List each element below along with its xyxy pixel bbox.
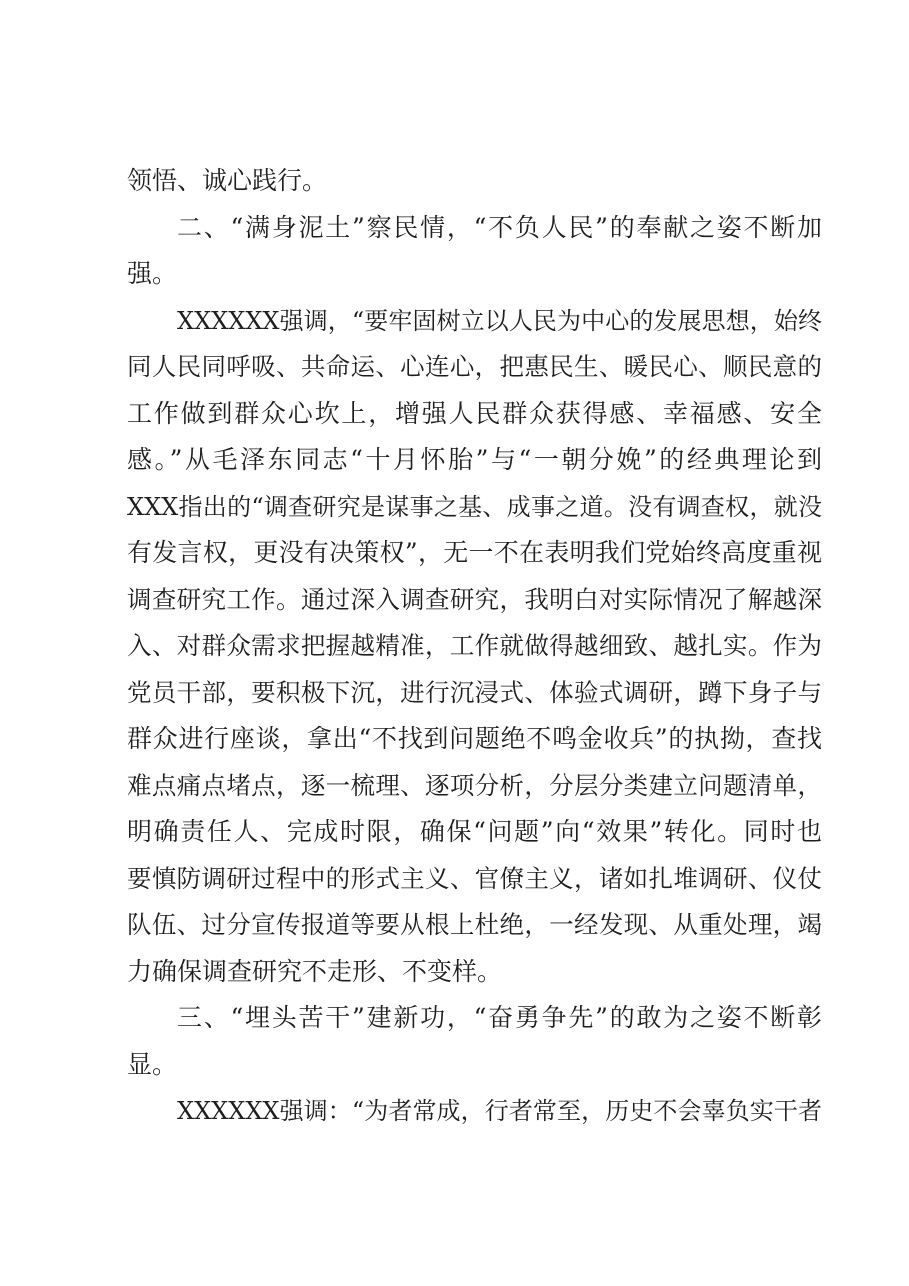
paragraph-line: 感。”从毛泽东同志“十月怀胎”与“一朝分娩”的经典理论到 <box>127 445 822 474</box>
paragraph-line: 力确保调查研究不走形、不变样。 <box>127 956 503 986</box>
paragraph-line: 工作做到群众心坎上，增强人民群众获得感、幸福感、安全 <box>127 398 822 428</box>
section-heading-line: 二、“满身泥土”察民情，“不负人民”的奉献之姿不断加 <box>177 212 822 242</box>
section-heading-line: 显。 <box>127 1049 178 1079</box>
section-heading-line: 强。 <box>127 259 178 288</box>
paragraph-line: 队伍、过分宣传报道等要从根上杜绝，一经发现、从重处理，竭 <box>127 910 822 939</box>
paragraph-line: 领悟、诚心践行。 <box>127 166 328 195</box>
paragraph-line: 明确责任人、完成时限，确保“问题”向“效果”转化。同时也 <box>127 817 822 846</box>
paragraph-line: 有发言权，更没有决策权”，无一不在表明我们党始终高度重视 <box>127 538 822 567</box>
paragraph-line: 要慎防调研过程中的形式主义、官僚主义，诸如扎堆调研、仪仗 <box>127 863 822 893</box>
paragraph-line: XXXXXX强调，“要牢固树立以人民为中心的发展思想，始终 <box>177 306 822 335</box>
paragraph-line: 党员干部，要积极下沉，进行沉浸式、体验式调研，蹲下身子与 <box>127 677 822 707</box>
paragraph-line: 群众进行座谈，拿出“不找到问题绝不鸣金收兵”的执拗，查找 <box>127 724 822 753</box>
paragraph-line: 难点痛点堵点，逐一梳理、逐项分析，分层分类建立问题清单， <box>127 770 822 800</box>
paragraph-line: 调查研究工作。通过深入调查研究，我明白对实际情况了解越深 <box>127 584 822 614</box>
section-heading-line: 三、“埋头苦干”建新功，“奋勇争先”的敢为之姿不断彰 <box>177 1003 822 1032</box>
document-body <box>127 158 822 1135</box>
paragraph-line: 同人民同呼吸、共命运、心连心，把惠民生、暖民心、顺民意的 <box>127 352 822 381</box>
paragraph-line: XXXXXX强调：“为者常成，行者常至，历史不会辜负实干者 <box>177 1097 822 1125</box>
paragraph-line: XXX指出的“调查研究是谋事之基、成事之道。没有调查权，就没 <box>127 492 822 521</box>
paragraph-line: 入、对群众需求把握越精准，工作就做得越细致、越扎实。作为 <box>127 631 822 660</box>
